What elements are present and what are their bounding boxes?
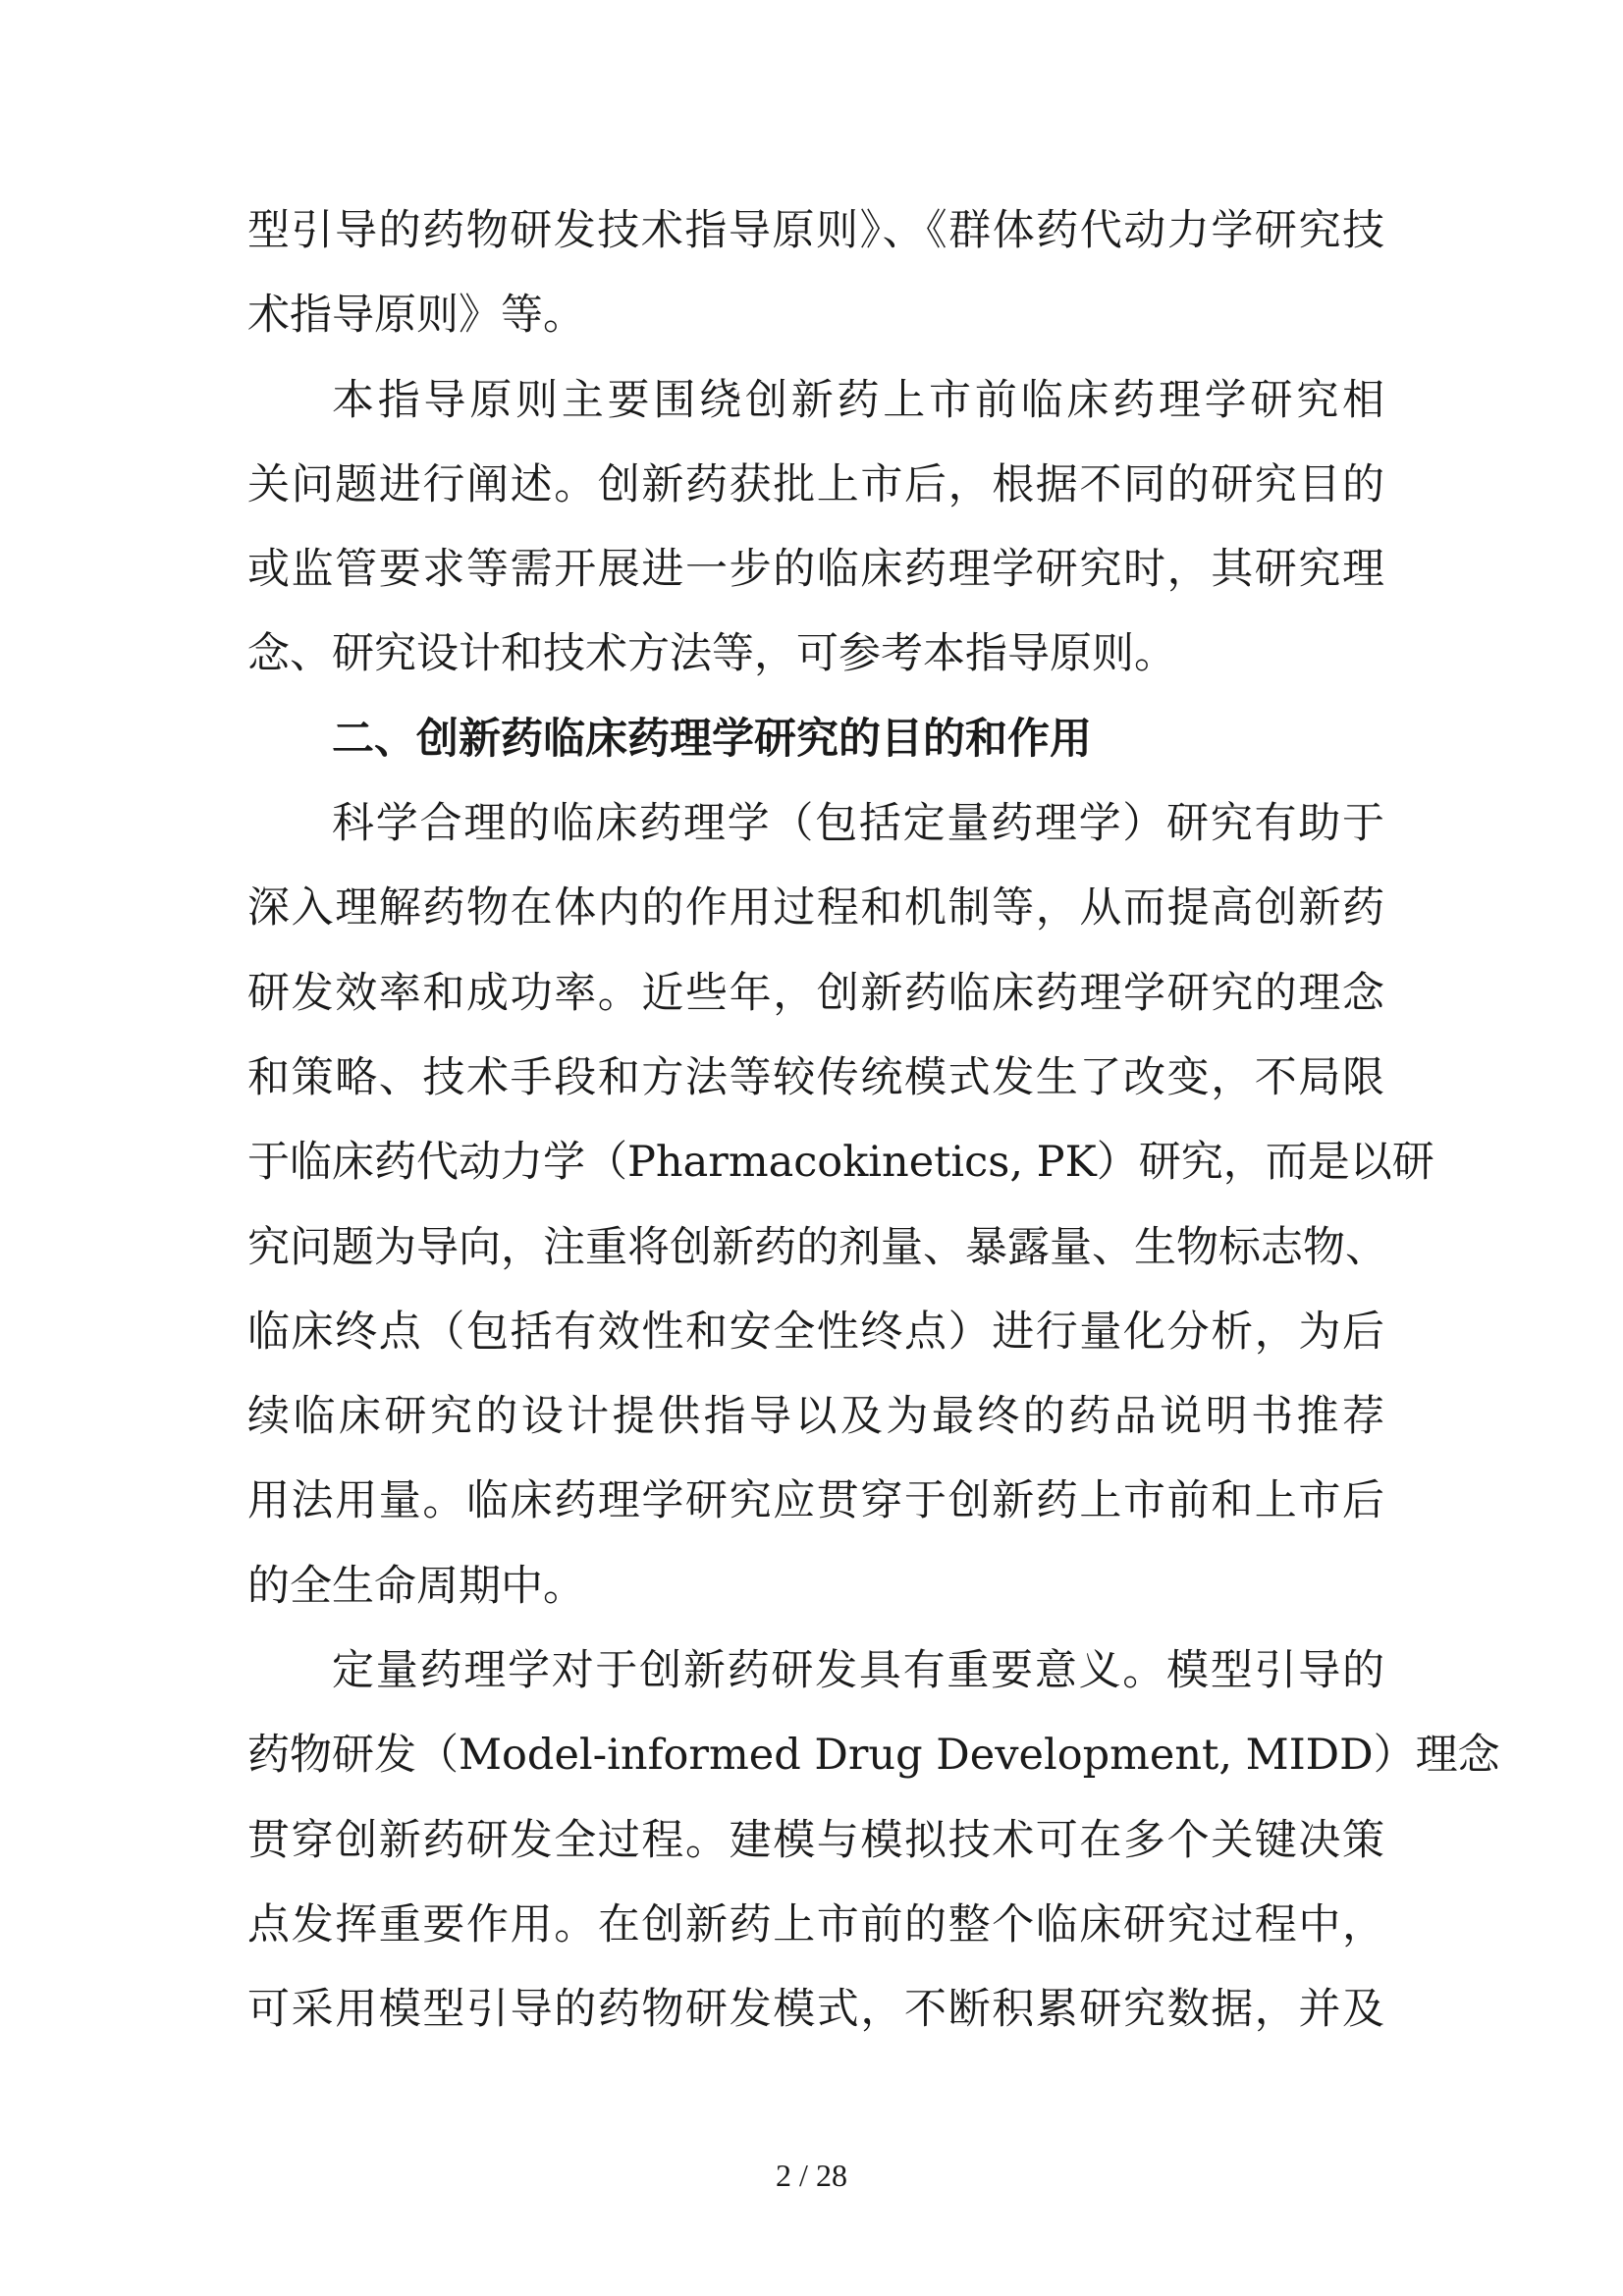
text-line: 究问题为导向，注重将创新药的剂量、暴露量、生物标志物、 — [247, 1222, 1387, 1272]
text-line: 和策略、技术手段和方法等较传统模式发生了改变，不局限 — [247, 1052, 1384, 1102]
text-line: 临床终点（包括有效性和安全性终点）进行量化分析，为后 — [247, 1307, 1384, 1357]
text-line: 可采用模型引导的药物研发模式，不断积累研究数据，并及 — [247, 1985, 1384, 2035]
text-line: 念、研究设计和技术方法等，可参考本指导原则。 — [247, 629, 1176, 679]
text-line: 术指导原则》等。 — [247, 291, 585, 341]
section-heading: 二、创新药临床药理学研究的目的和作用 — [332, 714, 1092, 764]
text-line: 关问题进行阐述。创新药获批上市后，根据不同的研究目的 — [247, 459, 1384, 509]
text-line: 深入理解药物在体内的作用过程和机制等，从而提高创新药 — [247, 883, 1384, 934]
paragraph-start-line: 定量药理学对于创新药研发具有重要意义。模型引导的 — [332, 1646, 1384, 1696]
text-line: 于临床药代动力学（Pharmacokinetics, PK）研究，而是以研 — [247, 1138, 1434, 1188]
page-number: 2 / 28 — [776, 2158, 847, 2193]
text-line: 药物研发（Model-informed Drug Development, MIDD）理念 — [247, 1731, 1500, 1781]
paragraph-start-line: 科学合理的临床药理学（包括定量药理学）研究有助于 — [332, 799, 1384, 849]
text-line: 贯穿创新药研发全过程。建模与模拟技术可在多个关键决策 — [247, 1815, 1384, 1865]
paragraph-start-line: 本指导原则主要围绕创新药上市前临床药理学研究相 — [332, 375, 1384, 425]
text-line: 用法用量。临床药理学研究应贯穿于创新药上市前和上市后 — [247, 1476, 1384, 1526]
text-line: 点发挥重要作用。在创新药上市前的整个临床研究过程中， — [247, 1899, 1384, 1949]
text-line: 的全生命周期中。 — [247, 1561, 585, 1611]
document-body — [247, 188, 1500, 2053]
text-line: 续临床研究的设计提供指导以及为最终的药品说明书推荐 — [247, 1392, 1384, 1442]
text-line: 研发效率和成功率。近些年，创新药临床药理学研究的理念 — [247, 968, 1384, 1018]
text-line: 型引导的药物研发技术指导原则》、《群体药代动力学研究技 — [247, 206, 1384, 255]
text-line: 或监管要求等需开展进一步的临床药理学研究时，其研究理 — [247, 545, 1384, 595]
